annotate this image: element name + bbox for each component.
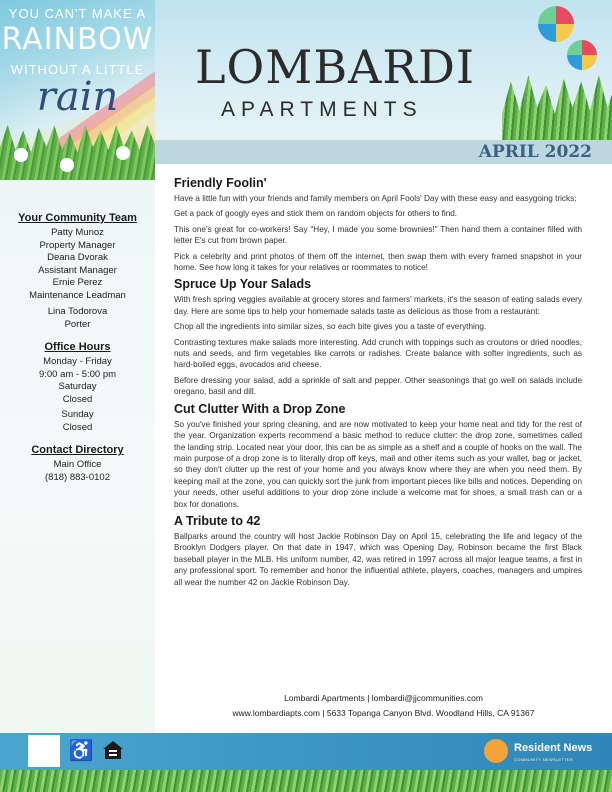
resident-news-icon bbox=[484, 739, 508, 763]
office-hours-heading: Office Hours bbox=[44, 341, 111, 353]
team-name: Deana Dvorak bbox=[47, 252, 108, 263]
team-name: Ernie Perez bbox=[52, 277, 103, 288]
contact-phone[interactable]: (818) 883-0102 bbox=[45, 471, 110, 483]
grass-illustration bbox=[0, 770, 612, 792]
contact-line: Main Office bbox=[53, 459, 102, 470]
article-paragraph: With fresh spring veggies available at grocery stores and farmers' markets, it's the season of eating salads every day. Here are some tips to help your homemade salads taste as delicious as those from a restaurant: bbox=[174, 295, 582, 316]
issue-date: APRIL 2022 bbox=[478, 142, 592, 162]
article-paragraph: Contrasting textures make salads more interesting. Add crunch with toppings such as croutons or dried noodles, nuts and seeds, and firm vegetables like carrots or radishes. Create balance with softer ingredients, such as hard-boiled eggs, avocados and cheese. bbox=[174, 337, 582, 370]
hours-line: 9:00 am - 5:00 pm bbox=[38, 368, 117, 380]
resident-news-sublabel: COMMUNITY NEWSLETTER bbox=[514, 757, 574, 762]
article-paragraph: So you've finished your spring cleaning, and are now motivated to keep your home neat and tidy for the rest of the year. Organization experts recommend a basic method to reduce clutter: the drop zone, sometimes called the landing strip. Located near your door, this can be as simple as a shelf and a couple of hooks on the wall. The main purpose of a drop zone is to literally drop off keys, mail and other items such as your wallet, bag or jacket, so they don't clutter up the rest of your home and you always know where they are when you need them. By keeping mail at the zone, you can quickly sort the junk from important pieces like bills and notices. Depending on your needs, other useful additions to your drop zone include a welcome mat for shoes, a small trash can or a box for donations. bbox=[174, 419, 582, 509]
flower-icon bbox=[16, 150, 26, 160]
article-paragraph: Ballparks around the country will host Jackie Robinson Day on April 15, celebrating the life and legacy of the Brooklyn Dodgers player. On that date in 1947, which was Opening Day, Robinson became the first Black baseball player in the MLB. His uniform number, 42, was retired in 1997 across all major league teams, a first in any professional sport. To remember and honor the influential athlete, players, coaches, managers and umpires all wear the number 42 on Jackie Robinson Day. bbox=[174, 531, 582, 587]
page-title: LOMBARDI bbox=[195, 40, 476, 94]
house-shape bbox=[101, 738, 125, 762]
team-role: Assistant Manager bbox=[38, 264, 117, 276]
article-title: A Tribute to 42 bbox=[174, 513, 261, 528]
hours-line: Closed bbox=[62, 393, 93, 405]
banner-line-3: WITHOUT A LITTLE bbox=[10, 62, 145, 77]
banner-line-1: YOU CAN'T MAKE A bbox=[8, 6, 147, 21]
footer-contact bbox=[155, 691, 612, 721]
resident-news-logo bbox=[480, 736, 600, 766]
pinwheel-icon bbox=[538, 6, 574, 42]
equal-housing-icon bbox=[100, 738, 126, 764]
article-paragraph: Pick a celebrity and print photos of them off the internet, then swap them with every framed snapshot in your home. See how long it takes for your relatives or roommates to notice! bbox=[174, 251, 582, 273]
date-band bbox=[155, 140, 612, 164]
resident-news-label: Resident News bbox=[514, 742, 593, 754]
hours-line: Monday - Friday bbox=[43, 356, 112, 367]
newsletter-content bbox=[174, 176, 582, 592]
wheelchair-icon: ♿ bbox=[68, 740, 94, 762]
team-heading: Your Community Team bbox=[18, 212, 137, 224]
article bbox=[174, 402, 582, 510]
page-subtitle: APARTMENTS bbox=[221, 98, 423, 121]
footer-line-email[interactable]: Lombardi Apartments | lombardi@jjcommunities.com bbox=[284, 693, 483, 703]
article-paragraph: Chop all the ingredients into similar sizes, so each bite gives you a taste of everything. bbox=[174, 322, 487, 332]
article-paragraph: This one's great for co-workers! Say "Hey, I made you some brownies!" Then hand them a container filled with letter E's cut from brown paper. bbox=[174, 224, 582, 246]
article-paragraph: Get a pack of googly eyes and stick them on random objects for others to find. bbox=[174, 209, 458, 219]
footer-line-address[interactable]: www.lombardiapts.com | 5633 Topanga Canyon Blvd. Woodland Hills, CA 91367 bbox=[232, 708, 535, 718]
team-role: Porter bbox=[64, 318, 91, 330]
rainbow-banner bbox=[0, 0, 155, 180]
grass-illustration bbox=[502, 75, 612, 140]
team-role: Property Manager bbox=[39, 239, 116, 251]
banner-line-4: rain bbox=[36, 74, 119, 120]
flower-icon bbox=[62, 160, 72, 170]
article-paragraph: Have a little fun with your friends and family members on April Fools' Day with these easy and easygoing tricks: bbox=[174, 194, 577, 203]
article bbox=[174, 277, 582, 397]
hours-line: Saturday bbox=[58, 381, 97, 392]
masthead bbox=[155, 0, 612, 140]
article-title: Spruce Up Your Salads bbox=[174, 277, 312, 292]
hours-line: Closed bbox=[62, 421, 93, 433]
team-name: Lina Todorova bbox=[47, 306, 108, 317]
hours-line: Sunday bbox=[61, 409, 94, 420]
article-title: Friendly Foolin' bbox=[174, 176, 267, 190]
article bbox=[174, 176, 582, 273]
banner-line-2: RAINBOW bbox=[1, 22, 154, 57]
community-team-section bbox=[0, 212, 155, 484]
pinwheel-icon bbox=[567, 40, 597, 70]
logo-placeholder bbox=[28, 735, 60, 767]
article-title: Cut Clutter With a Drop Zone bbox=[174, 401, 346, 416]
contact-directory-heading: Contact Directory bbox=[31, 444, 124, 456]
team-role: Maintenance Leadman bbox=[29, 289, 126, 301]
article bbox=[174, 514, 582, 588]
flower-icon bbox=[118, 148, 128, 158]
sidebar bbox=[0, 0, 155, 792]
article-paragraph: Before dressing your salad, add a sprinkle of salt and pepper. Other seasonings that go well on salads include oregano, basil and dill. bbox=[174, 375, 582, 397]
team-name: Patty Munoz bbox=[51, 227, 104, 238]
